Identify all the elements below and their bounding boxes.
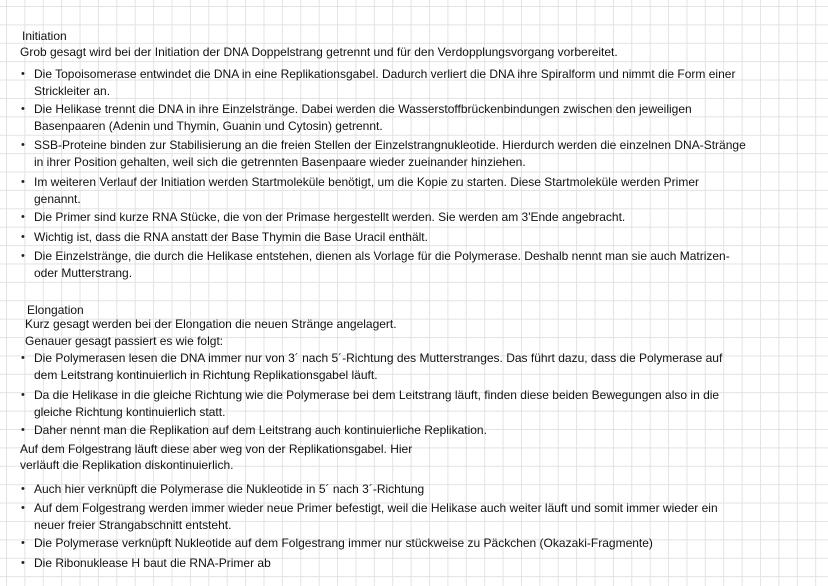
bullet-helikase-richtung [34,387,719,420]
bullet-uracil [34,229,428,246]
bullet-line: in ihrer Position gehalten, weil sich die getrennten Basenpaare wieder zueinander hinziehen. [34,154,526,169]
bullet-topoisomerase [34,66,735,99]
bullet-primer [34,209,625,226]
paragraph-line: verläuft die Replikation diskontinuierlich. [20,458,234,472]
bullet-line: genannt. [34,191,81,206]
bullet-line: • Die Polymerase verknüpft Nukleotide auf dem Folgestrang immer nur stückweise zu Päckchen (Okazaki-Fragmente) [34,536,653,550]
bullet-polymerase-richtung [34,350,722,383]
bullet-line: • Die Topoisomerase entwindet die DNA in eine Replikationsgabel. Dadurch verliert die DNA ihre Spiralform und nimmt die Form einer [34,67,736,81]
bullet-line: • Auf dem Folgestrang werden immer wieder neue Primer befestigt, weil die Helikase auch weiter läuft und somit immer wieder ein [34,501,718,515]
bullet-nukleotide-richtung [34,481,424,498]
initiation-heading: Initiation [22,29,67,43]
bullet-line: oder Mutterstrang. [34,265,133,280]
elongation-detail-intro: Genauer gesagt passiert es wie folgt: [25,334,224,348]
bullet-einzelstraenge [34,248,730,281]
bullet-line: • Da die Helikase in die gleiche Richtung wie die Polymerase bei dem Leitstrang läuft, finden diese beiden Bewegungen also in die [34,388,720,402]
bullet-line: • Die Polymerasen lesen die DNA immer nur von 3´ nach 5´-Richtung des Mutterstranges. Das führt dazu, dass die Polymerase auf [34,351,723,365]
bullet-kontinuierliche-replikation [34,422,487,439]
bullet-line: • Die Ribonuklease H baut die RNA-Primer ab [34,556,271,570]
bullet-okazaki-fragmente [34,535,653,552]
bullet-line: Strickleiter an. [34,83,111,98]
bullet-startmolekuele [34,174,699,207]
bullet-line: • Daher nennt man die Replikation auf dem Leitstrang auch kontinuierliche Replikation. [34,423,487,437]
bullet-line: gleiche Richtung kontinuierlich statt. [34,404,226,419]
bullet-ssb-proteine [34,137,746,170]
bullet-helikase [34,101,692,134]
bullet-line: Basenpaaren (Adenin und Thymin, Guanin und Cytosin) getrennt. [34,118,383,133]
bullet-line: • Die Helikase trennt die DNA in ihre Einzelstränge. Dabei werden die Wasserstoffbrückenbindungen zwischen den jeweiligen [34,102,692,116]
folgestrang-paragraph [20,441,412,473]
bullet-neue-primer [34,500,718,533]
bullet-line: • Auch hier verknüpft die Polymerase die Nukleotide in 5´ nach 3´-Richtung [34,482,425,496]
bullet-line: neuer freier Strangabschnitt entsteht. [34,517,232,532]
bullet-line: • Wichtig ist, dass die RNA anstatt der Base Thymin die Base Uracil enthält. [34,230,428,244]
elongation-heading: Elongation [27,303,84,317]
bullet-line: dem Leitstrang kontinuierlich in Richtung Replikationsgabel läuft. [34,367,378,382]
elongation-intro: Kurz gesagt werden bei der Elongation die neuen Stränge angelagert. [25,317,397,331]
bullet-line: • SSB-Proteine binden zur Stabilisierung an die freien Stellen der Einzelstrangnukleotide. Hierdurch werden die einzelnen DNA-Stränge [34,138,746,152]
bullet-line: • Im weiteren Verlauf der Initiation werden Startmoleküle benötigt, um die Kopie zu starten. Diese Startmoleküle werden Primer [34,175,699,189]
paragraph-line: Auf dem Folgestrang läuft diese aber weg von der Replikationsgabel. Hier [20,442,413,456]
bullet-ribonuklease [34,555,271,572]
bullet-line: • Die Einzelstränge, die durch die Helikase entstehen, dienen als Vorlage für die Polymerase. Deshalb nennt man sie auch Matrizen- [34,249,730,263]
initiation-intro: Grob gesagt wird bei der Initiation der DNA Doppelstrang getrennt und für den Verdopplungsvorgang vorbereitet. [20,45,618,59]
bullet-line: • Die Primer sind kurze RNA Stücke, die von der Primase hergestellt werden. Sie werden am 3'Ende angebracht. [34,210,626,224]
